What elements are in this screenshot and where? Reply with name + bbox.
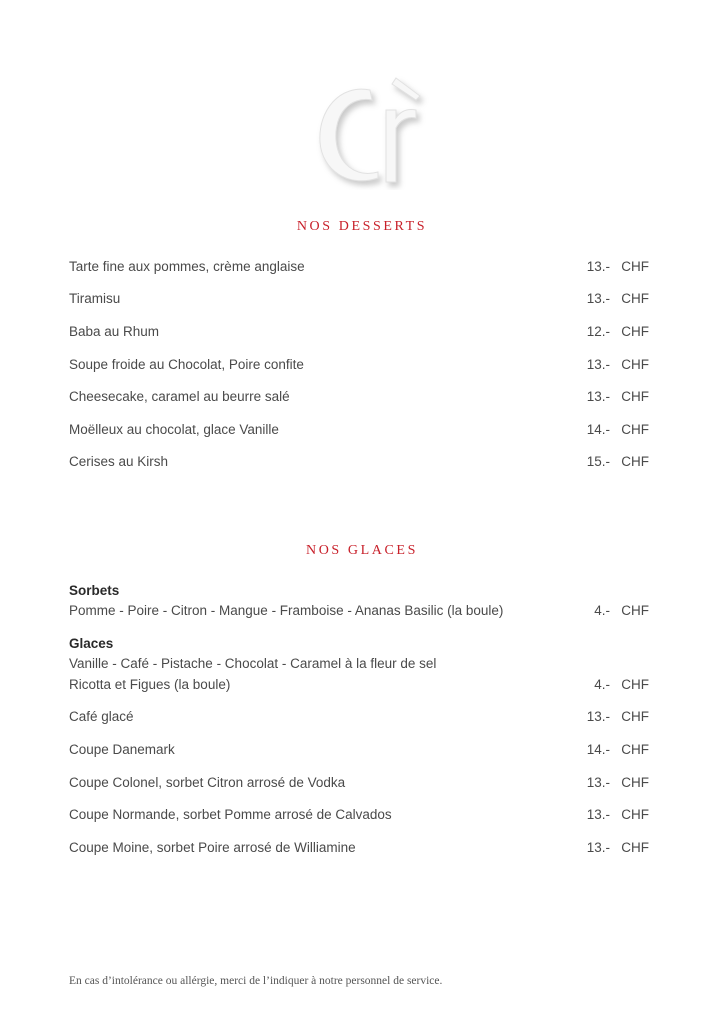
dessert-item xyxy=(69,454,649,474)
item-currency: CHF xyxy=(621,259,649,274)
item-name: Pomme - Poire - Citron - Mangue - Framboise - Ananas Basilic (la boule) xyxy=(69,603,504,618)
item-name: Cerises au Kirsh xyxy=(69,454,169,469)
item-price: 13.- xyxy=(586,389,610,404)
item-currency: CHF xyxy=(621,324,649,339)
item-name: Ricotta et Figues (la boule) xyxy=(69,677,231,692)
item-currency: CHF xyxy=(621,709,649,724)
item-price: 4.- xyxy=(594,603,610,618)
item-currency: CHF xyxy=(621,422,649,437)
glaces-heading: Glaces xyxy=(69,636,114,651)
dessert-item xyxy=(69,357,649,377)
item-name: Coupe Moine, sorbet Poire arrosé de Williamine xyxy=(69,840,356,855)
dessert-item xyxy=(69,291,649,311)
item-price: 13.- xyxy=(586,709,610,724)
item-currency: CHF xyxy=(621,454,649,469)
item-price: 13.- xyxy=(586,357,610,372)
glaces-item xyxy=(69,677,649,697)
item-currency: CHF xyxy=(621,357,649,372)
dessert-item xyxy=(69,422,649,442)
item-name: Cheesecake, caramel au beurre salé xyxy=(69,389,290,404)
glace-item xyxy=(69,709,649,729)
glace-item xyxy=(69,807,649,827)
dessert-item xyxy=(69,324,649,344)
item-name: Moëlleux au chocolat, glace Vanille xyxy=(69,422,279,437)
item-currency: CHF xyxy=(621,677,649,692)
glaces-flavours-line: Vanille - Café - Pistache - Chocolat - Caramel à la fleur de sel xyxy=(69,656,437,671)
item-name: Coupe Danemark xyxy=(69,742,175,757)
dessert-item xyxy=(69,259,649,279)
item-price: 15.- xyxy=(586,454,610,469)
item-price: 13.- xyxy=(586,807,610,822)
item-price: 13.- xyxy=(586,259,610,274)
sorbets-item xyxy=(69,603,649,623)
item-currency: CHF xyxy=(621,389,649,404)
item-price: 14.- xyxy=(586,742,610,757)
allergy-notice: En cas d’intolérance ou allérgie, merci de l’indiquer à notre personnel de service. xyxy=(69,975,443,987)
item-currency: CHF xyxy=(621,840,649,855)
restaurant-logo xyxy=(300,70,430,190)
item-name: Tiramisu xyxy=(69,291,121,306)
item-currency: CHF xyxy=(621,291,649,306)
item-price: 13.- xyxy=(586,840,610,855)
item-name: Baba au Rhum xyxy=(69,324,160,339)
item-currency: CHF xyxy=(621,603,649,618)
item-name: Soupe froide au Chocolat, Poire confite xyxy=(69,357,304,372)
item-name: Coupe Colonel, sorbet Citron arrosé de Vodka xyxy=(69,775,346,790)
sorbets-heading: Sorbets xyxy=(69,583,120,598)
desserts-title: NOS DESSERTS xyxy=(296,219,428,234)
glace-item xyxy=(69,742,649,762)
item-currency: CHF xyxy=(621,775,649,790)
item-price: 14.- xyxy=(586,422,610,437)
item-price: 12.- xyxy=(586,324,610,339)
item-price: 13.- xyxy=(586,775,610,790)
item-name: Coupe Normande, sorbet Pomme arrosé de Calvados xyxy=(69,807,392,822)
item-name: Café glacé xyxy=(69,709,134,724)
item-name: Tarte fine aux pommes, crème anglaise xyxy=(69,259,305,274)
glaces-title: NOS GLACES xyxy=(306,543,418,558)
glace-item xyxy=(69,840,649,860)
dessert-item xyxy=(69,389,649,409)
item-price: 13.- xyxy=(586,291,610,306)
item-currency: CHF xyxy=(621,742,649,757)
item-currency: CHF xyxy=(621,807,649,822)
item-price: 4.- xyxy=(594,677,610,692)
glace-item xyxy=(69,775,649,795)
